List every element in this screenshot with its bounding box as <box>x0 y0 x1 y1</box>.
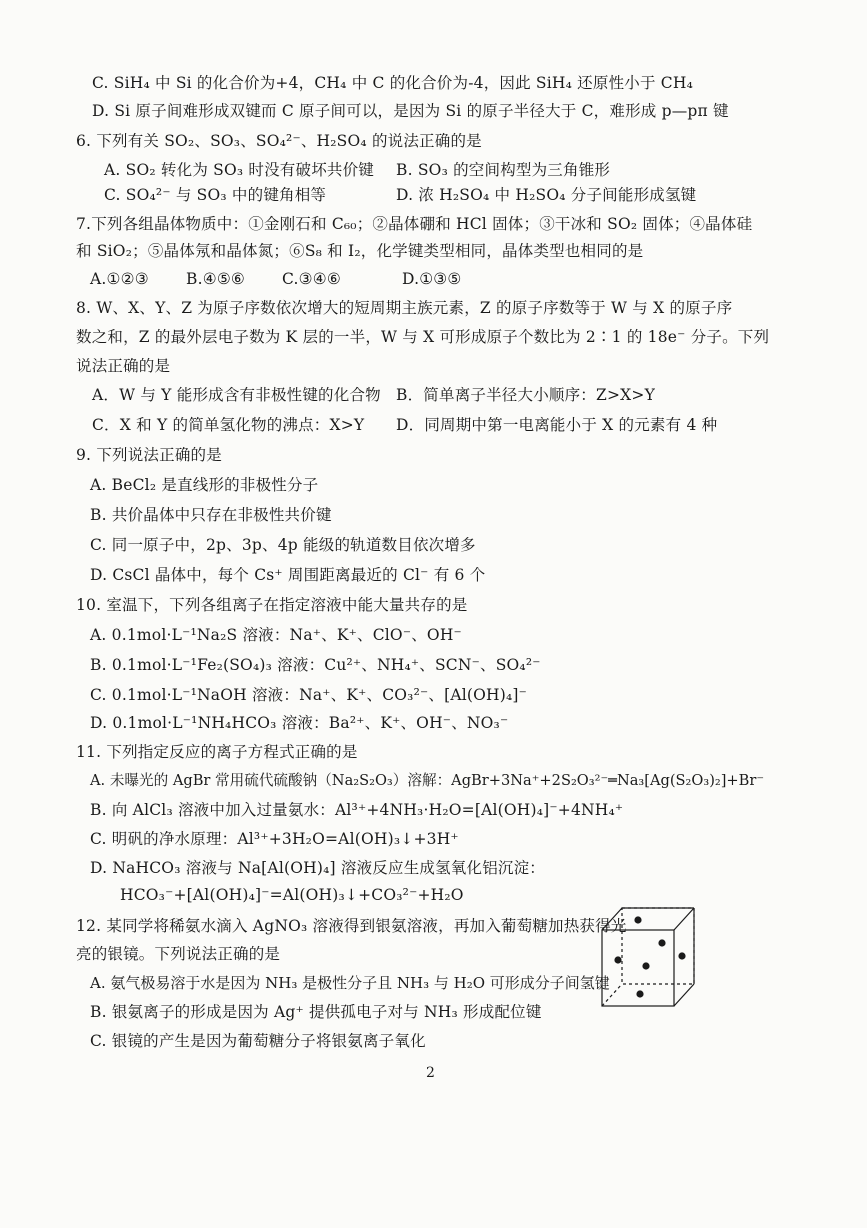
q5-option-d: D. Si 原子间难形成双键而 C 原子间可以，是因为 Si 的原子半径大于 C，难形成 p—pπ 键 <box>92 102 729 120</box>
q11-option-b: B. 向 AlCl₃ 溶液中加入过量氨水：Al³⁺+4NH₃·H₂O=[Al(OH)₄]⁻+4NH₄⁺ <box>90 801 624 819</box>
q8-option-b: B．简单离子半径大小顺序：Z>X>Y <box>396 386 656 404</box>
q6-option-b: B. SO₃ 的空间构型为三角锥形 <box>396 161 611 179</box>
q9-option-d: D. CsCl 晶体中，每个 Cs⁺ 周围距离最近的 Cl⁻ 有 6 个 <box>90 566 486 584</box>
q8-option-d: D．同周期中第一电离能小于 X 的元素有 4 种 <box>396 416 718 434</box>
q8-stem-line3: 说法正确的是 <box>76 357 171 375</box>
q9-option-c: C. 同一原子中，2p、3p、4p 能级的轨道数目依次增多 <box>90 536 476 554</box>
q9-option-a: A. BeCl₂ 是直线形的非极性分子 <box>90 476 319 494</box>
q10-option-d: D. 0.1mol·L⁻¹NH₄HCO₃ 溶液：Ba²⁺、K⁺、OH⁻、NO₃⁻ <box>90 714 509 732</box>
q5-option-c: C. SiH₄ 中 Si 的化合价为+4，CH₄ 中 C 的化合价为-4，因此 SiH₄ 还原性小于 CH₄ <box>92 74 693 92</box>
q7-stem-line2: 和 SiO₂；⑤晶体氖和晶体氮；⑥S₈ 和 I₂，化学键类型相同，晶体类型也相同的是 <box>76 242 644 260</box>
q11-option-c: C. 明矾的净水原理：Al³⁺+3H₂O=Al(OH)₃↓+3H⁺ <box>90 830 459 848</box>
q8-option-a: A．W 与 Y 能形成含有非极性键的化合物 <box>92 386 381 404</box>
q7-option-a: A.①②③ <box>90 270 149 288</box>
q11-stem: 11. 下列指定反应的离子方程式正确的是 <box>76 743 358 761</box>
page-number: 2 <box>426 1065 435 1081</box>
q6-stem: 6. 下列有关 SO₂、SO₃、SO₄²⁻、H₂SO₄ 的说法正确的是 <box>76 132 482 150</box>
q11-option-d: D. NaHCO₃ 溶液与 Na[Al(OH)₄] 溶液反应生成氢氧化铝沉淀： <box>90 859 545 877</box>
q6-option-a: A. SO₂ 转化为 SO₃ 时没有破坏共价键 <box>104 161 375 179</box>
q10-option-a: A. 0.1mol·L⁻¹Na₂S 溶液：Na⁺、K⁺、ClO⁻、OH⁻ <box>90 626 462 644</box>
q12-option-a: A. 氨气极易溶于水是因为 NH₃ 是极性分子且 NH₃ 与 H₂O 可形成分子间氢键 <box>90 974 610 992</box>
q10-stem: 10. 室温下，下列各组离子在指定溶液中能大量共存的是 <box>76 596 468 614</box>
q6-option-c: C. SO₄²⁻ 与 SO₃ 中的键角相等 <box>104 186 327 204</box>
q12-option-c: C. 银镜的产生是因为葡萄糖分子将银氨离子氧化 <box>90 1032 426 1050</box>
q6-option-d: D. 浓 H₂SO₄ 中 H₂SO₄ 分子间能形成氢键 <box>396 186 697 204</box>
q12-option-b: B. 银氨离子的形成是因为 Ag⁺ 提供孤电子对与 NH₃ 形成配位键 <box>90 1003 542 1021</box>
crystal-unit-cell-figure <box>590 898 706 1014</box>
q11-option-d-equation: HCO₃⁻+[Al(OH)₄]⁻=Al(OH)₃↓+CO₃²⁻+H₂O <box>120 886 464 904</box>
q7-option-d: D.①③⑤ <box>402 270 462 288</box>
q8-option-c: C．X 和 Y 的简单氢化物的沸点：X>Y <box>92 416 365 434</box>
q7-stem-line1: 7.下列各组晶体物质中：①金刚石和 C₆₀；②晶体硼和 HCl 固体；③干冰和 SO₂ 固体；④晶体硅 <box>76 215 753 233</box>
q12-stem-line2: 亮的银镜。下列说法正确的是 <box>76 945 281 963</box>
q12-stem-line1: 12. 某同学将稀氨水滴入 AgNO₃ 溶液得到银氨溶液，再加入葡萄糖加热获得光 <box>76 917 627 935</box>
q8-stem-line1: 8. W、X、Y、Z 为原子序数依次增大的短周期主族元素，Z 的原子序数等于 W 与 X 的原子序 <box>76 299 733 317</box>
q10-option-b: B. 0.1mol·L⁻¹Fe₂(SO₄)₃ 溶液：Cu²⁺、NH₄⁺、SCN⁻、SO₄²⁻ <box>90 656 541 674</box>
q10-option-c: C. 0.1mol·L⁻¹NaOH 溶液：Na⁺、K⁺、CO₃²⁻、[Al(OH)₄]⁻ <box>90 686 528 704</box>
q9-stem: 9. 下列说法正确的是 <box>76 446 222 464</box>
q7-option-b: B.④⑤⑥ <box>186 270 246 288</box>
q8-stem-line2: 数之和，Z 的最外层电子数为 K 层的一半，W 与 X 可形成原子个数比为 2∶1 的 18e⁻ 分子。下列 <box>76 328 770 346</box>
q11-option-a: A. 未曝光的 AgBr 常用硫代硫酸钠（Na₂S₂O₃）溶解：AgBr+3Na⁺+2S₂O₃²⁻═Na₃[Ag(S₂O₃)₂]+Br⁻ <box>90 772 765 789</box>
q7-option-c: C.③④⑥ <box>282 270 341 288</box>
q9-option-b: B. 共价晶体中只存在非极性共价键 <box>90 506 332 524</box>
